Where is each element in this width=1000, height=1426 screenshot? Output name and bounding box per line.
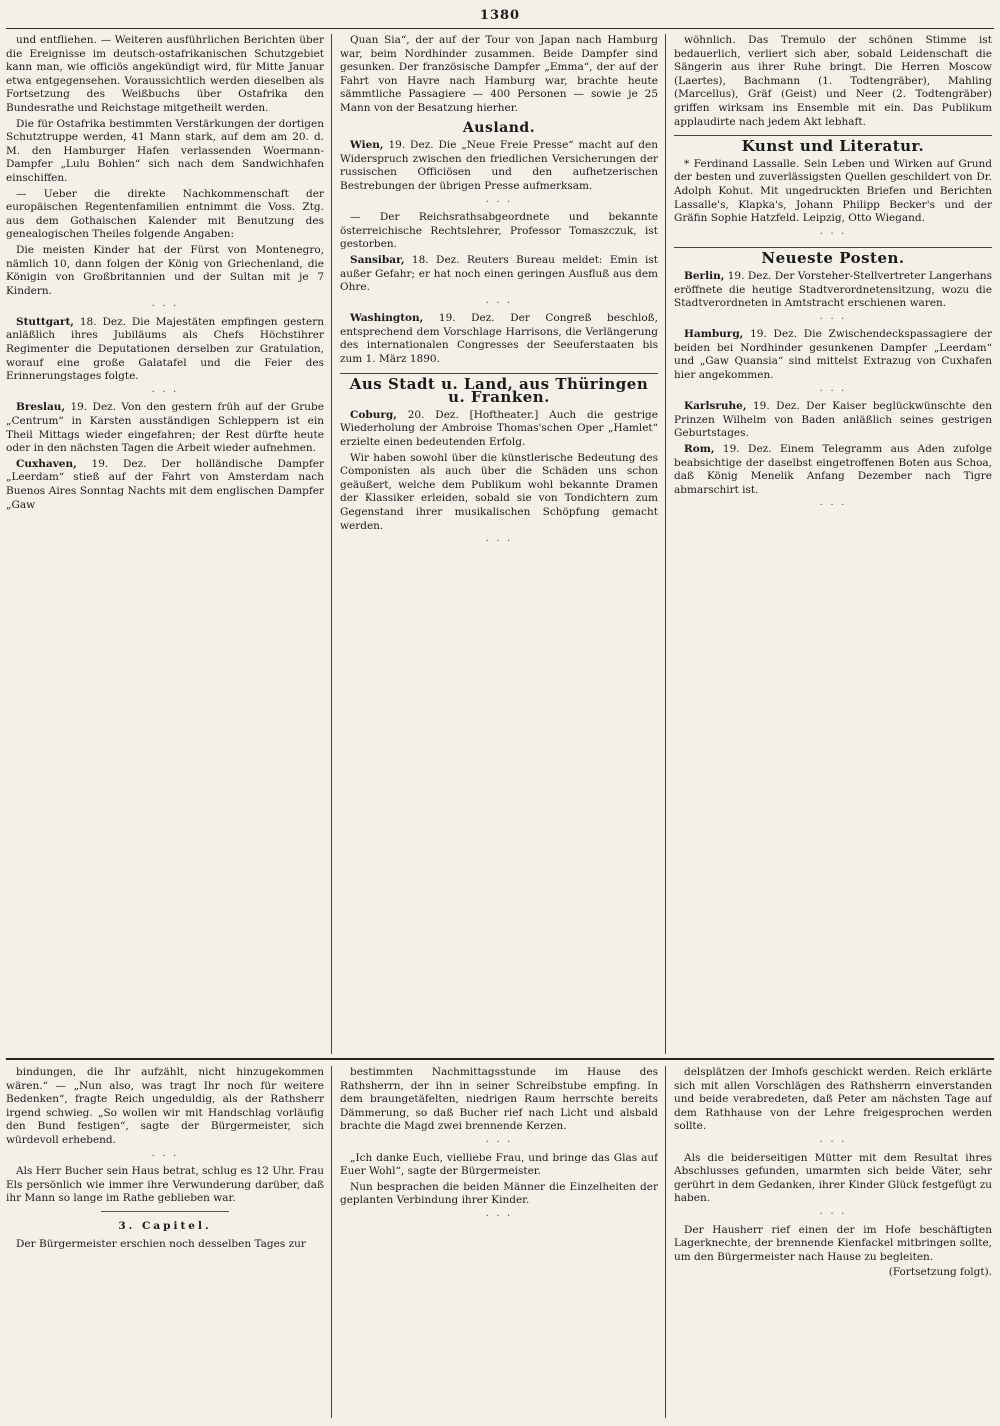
feuilleton-column-2 bbox=[340, 1066, 658, 1418]
section-heading-neueste: Neueste Posten. bbox=[674, 247, 992, 266]
top-rule bbox=[6, 28, 994, 29]
dateline-date: 19. Dez. bbox=[91, 457, 147, 470]
paragraph: Als die beiderseitigen Mütter mit dem Resultat ihres Abschlusses gefunden, umarmten sich beide Väter, sehr gerührt in dem Gedanken, ihrer Kinder Glück festgefügt zu haben. bbox=[674, 1151, 992, 1205]
dateline-place: Rom, bbox=[684, 443, 715, 456]
news-text: Die Zwischendeckspassagiere der beiden bei Nordhinder gesunkenen Dampfer „Leerdam“ und „Gaw Quansia“ sind mittelst Extrazug von Cuxhafen hier angekommen. bbox=[674, 328, 992, 382]
news-item-karlsruhe bbox=[674, 400, 992, 441]
section-heading-regional: Aus Stadt u. Land, aus Thüringen u. Franken. bbox=[340, 373, 658, 405]
omitted-text-marker: · · · bbox=[485, 195, 513, 208]
news-text: Der Congreß beschloß, entsprechend dem Vorschlage Harrisons, die Verlängerung des internationalen Congresses der Seeuferstaaten bis zum 1. März 1890. bbox=[340, 312, 658, 366]
omitted-text-marker: · · · bbox=[485, 296, 513, 309]
paragraph: Der Hausherr rief einen der im Hofe beschäftigten Lagerknechte, der brennende Kienfackel mitbringen sollte, um den Bürgermeister nach Hause zu begleiten. bbox=[674, 1223, 992, 1263]
omitted-text-marker: · · · bbox=[485, 1209, 513, 1222]
dateline-place: Sansibar, bbox=[350, 253, 405, 266]
continued-note: (Fortsetzung folgt). bbox=[888, 1266, 992, 1279]
dateline-place: Wien, bbox=[350, 139, 384, 152]
divider bbox=[101, 1211, 228, 1212]
omitted-text-marker: · · · bbox=[151, 385, 179, 398]
dateline-date: 19. Dez. bbox=[750, 328, 798, 341]
paragraph: Als Herr Bucher sein Haus betrat, schlug es 12 Uhr. Frau Els persönlich wie immer ihre Verwunderung darüber, daß ihr Mann so lange im Rathe geblieben war. bbox=[6, 1165, 324, 1205]
news-text: Auch die gestrige Wiederholung der Ambroise Thomas'schen Oper „Hamlet“ erzielte einen bedeutenden Erfolg. bbox=[340, 408, 658, 449]
feuilleton-column-3 bbox=[674, 1066, 992, 1418]
paragraph: * Ferdinand Lassalle. Sein Leben und Wirken auf Grund der besten und zuverlässigsten Quellen geschildert von Dr. Adolph Kohut. Mit ungedruckten Briefen und Berichten Lassalle's, Klapka's, Johann Philipp Becker's und der Gräfin Sophie Hatzfeld. Leipzig, Otto Wiegand. bbox=[674, 157, 992, 225]
news-item-sansibar bbox=[340, 254, 658, 295]
section-heading-ausland: Ausland. bbox=[462, 119, 536, 136]
omitted-text-marker: · · · bbox=[819, 384, 847, 397]
dateline-date: 19. Dez. bbox=[388, 139, 434, 152]
dateline-place: Cuxhaven, bbox=[16, 457, 77, 470]
paragraph: — Ueber die direkte Nachkommenschaft der europäischen Regentenfamilien entnimmt die Voss. Ztg. aus dem Gothaischen Kalender mit Benutzung des genealogischen Theiles folgende Angaben: bbox=[6, 187, 324, 241]
omitted-text-marker: · · · bbox=[485, 535, 513, 548]
feuilleton-column-1 bbox=[6, 1066, 324, 1418]
page-number: 1380 bbox=[479, 8, 521, 23]
news-item-wien bbox=[340, 139, 658, 193]
paragraph: Wir haben sowohl über die künstlerische Bedeutung des Componisten als auch über die Schäden uns schon geäußert, welche dem Publikum wohl bekannte Dramen der Klassiker erleiden, sobald sie von Tondichtern zum Gegenstand ihrer musikalischen Schöpfung gemacht werden. bbox=[340, 451, 658, 532]
omitted-text-marker: · · · bbox=[151, 1149, 179, 1162]
news-text: Der Vorsteher-Stellvertreter Langerhans eröffnete die heutige Stadtverordnetensitzung, wozu die Stadtverordneten in Amtstracht erschienen waren. bbox=[674, 269, 992, 310]
omitted-text-marker: · · · bbox=[819, 1135, 847, 1148]
news-item-cuxhaven bbox=[6, 458, 324, 512]
news-text: Einem Telegramm aus Aden zufolge beabsichtige der daselbst eingetroffenen Boten aus Schoa, daß König Menelik Anfang Dezember nach Tigre abmarschirt ist. bbox=[674, 443, 992, 496]
news-text: Von den gestern früh auf der Grube „Centrum“ in Karsten ausständigen Schleppern ist ein Theil Mittags wieder eingefahren; der Rest dürfte heute oder in den nächsten Tagen die Arbeit wieder aufnehmen. bbox=[6, 401, 324, 455]
news-text: Die „Neue Freie Presse“ macht auf den Widerspruch zwischen den friedlichen Versicherungen der russischen Officiösen und den aufhetzerischen Bestrebungen der übrigen Presse aufmerksam. bbox=[340, 139, 658, 192]
dateline-place: Hamburg, bbox=[684, 328, 744, 341]
feuilleton-rule bbox=[6, 1058, 994, 1060]
dateline-date: 18. Dez. bbox=[411, 253, 460, 266]
news-text: Der holländische Dampfer „Leerdam“ stieß auf der Fahrt von Amsterdam nach Buenos Aires Sonntag Nachts mit dem englischen Dampfer „Gaw bbox=[6, 457, 324, 511]
paragraph: — Der Reichsrathsabgeordnete und bekannte österreichische Rechtslehrer, Professor Tomaszczuk, ist gestorben. bbox=[340, 211, 658, 251]
dateline-place: Breslau, bbox=[16, 401, 66, 414]
news-text: Der Kaiser beglückwünschte den Prinzen Wilhelm von Baden anläßlich seines gestrigen Geburtstages. bbox=[674, 400, 992, 440]
omitted-text-marker: · · · bbox=[819, 312, 847, 325]
omitted-text-marker: · · · bbox=[485, 1135, 513, 1148]
column-2 bbox=[340, 34, 658, 1054]
column-divider bbox=[331, 1066, 332, 1418]
dateline-date: 19. Dez. bbox=[727, 269, 772, 282]
section-heading-kunst: Kunst und Literatur. bbox=[674, 135, 992, 154]
column-divider bbox=[331, 34, 332, 1054]
paragraph: delsplätzen der Imhofs geschickt werden. Reich erklärte sich mit allen Vorschlägen des Rathsherrn einverstanden und beide verabredeten, daß Peter am nächsten Tage auf dem Rathhause von der Lehre freigesprochen werden sollte. bbox=[674, 1066, 992, 1133]
omitted-text-marker: · · · bbox=[819, 1207, 847, 1220]
paragraph: Quan Sia“, der auf der Tour von Japan nach Hamburg war, beim Nordhinder zusammen. Beide Dampfer sind gesunken. Der französische Dampfer „Emma“, der auf der Fahrt von Havre nach Hamburg war, brachte heute sämmtliche Passagiere — 400 Personen — sowie je 25 Mann von der Besatzung hierher. bbox=[340, 34, 658, 114]
news-item-breslau bbox=[6, 401, 324, 455]
omitted-text-marker: · · · bbox=[819, 499, 847, 512]
dateline-place: Washington, bbox=[350, 312, 424, 325]
paragraph: und entfliehen. — Weiteren ausführlichen Berichten über die Ereignisse im deutsch-ostafrikanischen Schutzgebiet kann man, wie officiös angekündigt wird, für Mitte Januar etwa entgegensehen. Voraussichtlich werden dieselben als Fortsetzung des Weißbuchs über Ostafrika den Bundesrathe und Reichstage mitgetheilt werden. bbox=[6, 34, 324, 114]
paragraph: Die für Ostafrika bestimmten Verstärkungen der dortigen Schutztruppe werden, 41 Mann stark, auf dem am 20. d. M. den Hamburger Hafen verlassenden Woermann-Dampfer „Lulu Bohlen“ sich nach dem Sandwichhafen einschiffen. bbox=[6, 117, 324, 184]
news-item-rom bbox=[674, 443, 992, 497]
column-3 bbox=[674, 34, 992, 1054]
dateline-date: 18. Dez. bbox=[79, 315, 126, 328]
dateline-date: 20. Dez. [Hoftheater.] bbox=[407, 408, 539, 421]
dateline-date: 19. Dez. bbox=[752, 400, 800, 413]
chapter-heading: 3. Capitel. bbox=[118, 1219, 212, 1232]
dateline-place: Stuttgart, bbox=[16, 315, 74, 328]
news-item-hamburg bbox=[674, 328, 992, 382]
news-text: Reuters Bureau meldet: Emin ist außer Gefahr; er hat noch einen geringen Ausfluß aus dem Ohre. bbox=[340, 253, 658, 294]
omitted-text-marker: · · · bbox=[819, 227, 847, 240]
column-1 bbox=[6, 34, 324, 1054]
dateline-date: 19. Dez. bbox=[722, 443, 772, 456]
paragraph: „Ich danke Euch, vielliebe Frau, und bringe das Glas auf Euer Wohl“, sagte der Bürgermeister. bbox=[340, 1151, 658, 1178]
paragraph: wöhnlich. Das Tremulo der schönen Stimme ist bedauerlich, verliert sich aber, sobald Leidenschaft die Sängerin aus ihrer Ruhe bringt. Die Herren Moscow (Laertes), Bachmann (1. Todtengräber), Mahling (Marcellus), Gräf (Geist) und Neer (2. Todtengräber) griffen wirksam ins Ensemble mit ein. Das Publikum applaudirte nach jedem Akt lebhaft. bbox=[674, 34, 992, 128]
news-text: Die Majestäten empfingen gestern anläßlich ihres Jubiläums als Chefs Höchstihrer Regimenter die Deputationen derselben zur Gratulation, worauf eine große Galatafel und die Feier des Erinnerungstages folgte. bbox=[6, 315, 324, 383]
paragraph: Der Bürgermeister erschien noch desselben Tages zur bbox=[16, 1237, 306, 1250]
news-item-stuttgart bbox=[6, 316, 324, 384]
column-divider bbox=[665, 34, 666, 1054]
dateline-place: Berlin, bbox=[684, 269, 725, 282]
news-item-coburg bbox=[340, 409, 658, 450]
dateline-date: 19. Dez. bbox=[70, 401, 117, 414]
news-item-berlin bbox=[674, 270, 992, 311]
paragraph: Nun besprachen die beiden Männer die Einzelheiten der geplanten Verbindung ihrer Kinder. bbox=[340, 1180, 658, 1207]
dateline-date: 19. Dez. bbox=[438, 312, 495, 325]
column-divider bbox=[665, 1066, 666, 1418]
paragraph: Die meisten Kinder hat der Fürst von Montenegro, nämlich 10, dann folgen der König von Griechenland, die Königin von Großbritannien und der Sultan mit je 7 Kindern. bbox=[6, 243, 324, 297]
dateline-place: Karlsruhe, bbox=[684, 400, 747, 413]
dateline-place: Coburg, bbox=[350, 408, 397, 421]
paragraph: bindungen, die Ihr aufzählt, nicht hinzugekommen wären.“ — „Nun also, was tragt Ihr noch für weitere Bedenken“, fragte Reich ungeduldig, als der Rathsherr irgend schwieg. „So wollen wir mit Handschlag vorläufig den Bund festigen“, sagte der Bürgermeister, sich würdevoll erhebend. bbox=[6, 1066, 324, 1146]
news-item-washington bbox=[340, 312, 658, 366]
omitted-text-marker: · · · bbox=[151, 300, 179, 313]
paragraph: bestimmten Nachmittagsstunde im Hause des Rathsherrn, der ihn in seiner Schreibstube empfing. In dem braungetäfelten, niedrigen Raum herrschte bereits Dämmerung, so daß Bucher rief nach Licht und alsbald brachte die Magd zwei brennende Kerzen. bbox=[340, 1066, 658, 1133]
